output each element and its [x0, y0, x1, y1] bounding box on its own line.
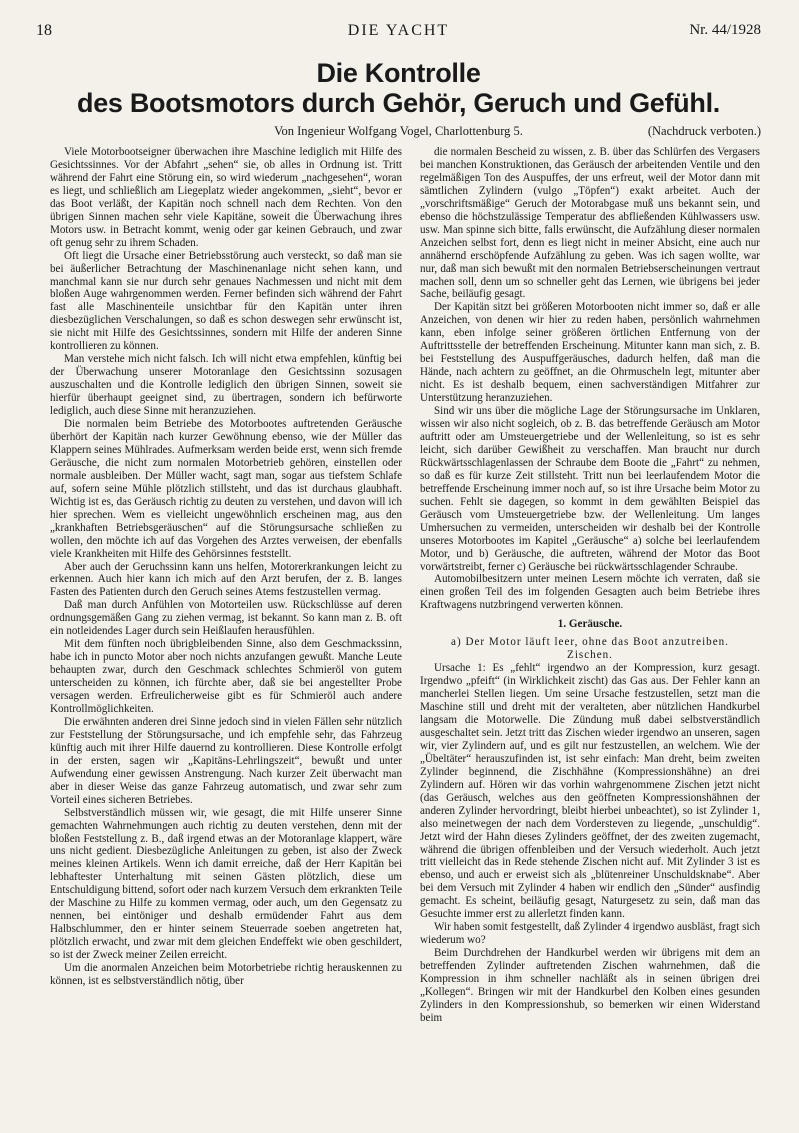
byline-row [36, 124, 761, 142]
paragraph: Um die anormalen Anzeichen beim Motorbetriebe richtig herauskennen zu können, ist es selbstverständlich nötig, über [50, 962, 402, 987]
paragraph: Automobilbesitzern unter meinen Lesern möchte ich verraten, daß sie einen großen Teil des im folgenden Gesagten auch beim Betriebe ihres Kraftwagens nutzbringend verwerten können. [420, 573, 760, 612]
paragraph: Oft liegt die Ursache einer Betriebsstörung auch versteckt, so daß man sie bei äußerlicher Betrachtung der Maschinenanlage nicht sehen kann, und manchmal kann sie nur durch sehr genaues Nachmessen und nicht mit dem bloßen Auge wahrgenommen werden. Ferner befinden sich während der Fahrt fast alle Maschinenteile unsichtbar für den Kapitän unter ihren diesbezüglichen Verschalungen, so daß es schon deswegen sehr erwünscht ist, sie nicht mit Hilfe des Gesichtssinnes, sondern mit Hilfe der anderen Sinne kontrollieren zu können. [50, 249, 402, 353]
right-column-top [420, 146, 760, 612]
paragraph: Beim Durchdrehen der Handkurbel werden wir übrigens mit dem an betreffenden Zylinder auftretenden Zischen wahrnehmen, daß die Kompression in ihm schneller nachläßt als in seinen übrigen drei „Kollegen“. Bringen wir mit der Handkurbel den Kolben eines gesunden Zylinders in den Kompressionshub, so bemerken wir einen Widerstand beim [420, 947, 760, 1024]
paragraph: Man verstehe mich nicht falsch. Ich will nicht etwa empfehlen, künftig bei der Überwachung unserer Motoranlage den Gesichtssinn sozusagen auszuschalten und die Kontrolle lediglich den übrigen Sinnen, soweit sie hierfür überhaupt geeignet sind, zu übertragen, sondern ich befürworte lediglich, auch diese Sinne mit heranzuziehen. [50, 353, 402, 418]
article-title [36, 58, 761, 118]
paragraph: Sind wir uns über die mögliche Lage der Störungsursache im Unklaren, wissen wir also nicht sogleich, ob z. B. das betreffende Geräusch am Motor auftritt oder am Umsteuergetriebe und der Wellenleitung, so ist es sehr leicht, sich darüber Gewißheit zu verschaffen. Man braucht nur durch Rückwärtsschlagenlassen der Schraube dem Boote die „Fahrt“ zu nehmen, so daß es für kurze Zeit stillsteht. Tritt nun bei leerlaufendem Motor die betreffende Erscheinung immer noch auf, so ist ihre Ursache beim Motor zu suchen. Fehlt sie dagegen, so kommt in dem gewählten Beispiel das Geräusch vom Umsteuergetriebe bzw. der Wellenleitung. Um langes Umhersuchen zu vermeiden, unterscheiden wir deshalb bei der Kontrolle unseres Motorbootes im Kapitel „Geräusche“ a) solche bei leerlaufendem Motor, und b) Geräusche, die auftreten, während der Motor das Boot vorwärtstreibt, ferner c) Geräusche bei rückwärtsschlagender Schraube. [420, 405, 760, 573]
paragraph: Aber auch der Geruchssinn kann uns helfen, Motorerkrankungen leicht zu erkennen. Auch hier kann ich mich auf den Arzt berufen, der z. B. langes Fasten des Patienten durch den Geruch seines Atems festzustellen vermag. [50, 560, 402, 599]
section-heading: 1. Geräusche. [557, 618, 623, 631]
title-line-2: des Bootsmotors durch Gehör, Geruch und Gefühl. [77, 88, 720, 118]
subheading: a) Der Motor läuft leer, ohne das Boot anzutreiben. [451, 636, 729, 649]
paragraph: Viele Motorbootseigner überwachen ihre Maschine lediglich mit Hilfe des Gesichtssinnes. Vor der Abfahrt „sehen“ sie, ob alles in Ordnung ist. Tritt während der Fahrt eine Störung ein, so wird wiederum „nachgesehen“, woran es liegt, und schließlich am Liegeplatz wieder angekommen, „sieht“, bevor er das Boot verläßt, der Kapitän noch schnell nach dem Rechten. Von den übrigen Sinnen machen sehr viele Kapitäne, soweit die Überwachung ihres Motors usw. in Betracht kommt, wenig oder gar keinen Gebrauch, und zwar oft genug sehr zu ihrem Schaden. [50, 146, 402, 249]
reprint-note: (Nachdruck verboten.) [647, 124, 761, 138]
paragraph: Die normalen beim Betriebe des Motorbootes auftretenden Geräusche überhört der Kapitän nach kurzer Gewöhnung ebenso, wie der Müller das Klappern seines Mühlrades. Aufmerksam werden beide erst, wenn sich fremde Geräusche, die nicht zum normalen Motorbetrieb gehören, einstellen oder normale ausbleiben. Der Müller wacht, sagt man, sogar aus tiefstem Schlafe auf, sofern seine Mühle plötzlich stillsteht, und das ist durchaus glaubhaft. Wichtig ist es, das Geräusch richtig zu deuten zu verstehen, und davon will ich hier sprechen. Wem es vielleicht ungewöhnlich erscheinen mag, aus den „krankhaften Betriebsgeräuschen“ auf die Störungsursache schließen zu wollen, den möchte ich auf das Vorgehen des Arztes verweisen, der ebenfalls viele Krankheiten mit Hilfe des Gehörsinnes feststellt. [50, 418, 402, 560]
magazine-name: DIE YACHT [347, 22, 450, 39]
left-column [50, 146, 402, 988]
paragraph: Selbstverständlich müssen wir, wie gesagt, die mit Hilfe unserer Sinne gemachten Wahrnehmungen auch richtig zu deuten verstehen, denn mit der bloßen Feststellung z. B., daß irgend etwas an der Motoranlage klappert, wäre uns nicht gedient. Diesbezügliche Anleitungen zu geben, ist also der Zweck meines kleinen Artikels. Wenn ich damit erreiche, daß der Herr Kapitän bei lebhaftester Unterhaltung mit seinen Gästen plötzlich, diese um Entschuldigung bittend, sofort oder nach kurzem Versuch dem erkrankten Teile der Maschine zu Hilfe zu kommen vermag, oder auch, um den Gegensatz zu nennen, bei eintöniger und deshalb ermüdender Fahrt aus dem Halbschlummer, den er hinter seinem Steuerrade soeben angetreten hat, plötzlich erwacht, und zwar mit dem gleichen Endeffekt wie oben geschildert, so ist der Zweck meiner Zeilen erreicht. [50, 806, 402, 962]
right-column [420, 146, 760, 1025]
paragraph: Die erwähnten anderen drei Sinne jedoch sind in vielen Fällen sehr nützlich zur Feststellung der Störungsursache, und ich empfehle sehr, das Fahrzeug künftig auch mit ihrer Hilfe dauernd zu kontrollieren. Diese Kontrolle erfolgt in der ersten, sagen wir „Kapitäns-Lehrlingszeit“, bewußt und unter Aufwendung einer gewissen Anstrengung. Nach kurzer Zeit überwacht man aber in dieser Weise das ganze Fahrzeug automatisch, und zwar sehr zum Vorteil eines sicheren Betriebes. [50, 715, 402, 806]
paragraph: die normalen Bescheid zu wissen, z. B. über das Schlürfen des Vergasers bei manchen Konstruktionen, das Geräusch der arbeitenden Ventile und den regelmäßigen Ton des Auspuffes, der uns erfreut, weil der Motor dann mit sämtlichen Zylindern (vulgo „Töpfen“) exakt arbeitet. Auch der „vorschriftsmäßige“ Geruch der Motorabgase muß uns bekannt sein, und ebenso die höchstzulässige Temperatur des abfließenden Kühlwassers usw. usw. Man spinne sich bitte, falls erwünscht, die Aufzählung dieser normalen Anzeichen selbst fort, denn es liegt nicht in meiner Absicht, eine auch nur annähernd erschöpfende Aufzählung zu geben. Was ich sagen wollte, war nur, daß man sich bewußt mit den normalen Betriebserscheinungen vertraut machen soll, denn um so schneller geht das Lernen, wie übrigens bei jeder Sache, beiläufig gesagt. [420, 146, 760, 301]
issue-number: Nr. 44/1928 [689, 22, 761, 38]
paragraph: Wir haben somit festgestellt, daß Zylinder 4 irgendwo ausbläst, fragt sich wiederum wo? [420, 921, 760, 947]
paragraph: Mit dem fünften noch übrigbleibenden Sinne, also dem Geschmackssinn, habe ich in puncto Motor aber noch nichts anzufangen gewußt. Manche Leute behaupten zwar, durch den Geschmack schlechtes Schmieröl von gutem unterscheiden zu können, ich fürchte aber, daß sie bei angestellter Probe versagen werden. Erfreulicherweise gibt es für Schmieröl auch andere Kontrollmöglichkeiten. [50, 638, 402, 715]
page-header [36, 22, 761, 42]
paragraph: Der Kapitän sitzt bei größeren Motorbooten nicht immer so, daß er alle Anzeichen, von denen wir hier zu reden haben, persönlich wahrnehmen kann, eben infolge seiner größeren örtlichen Entfernung von der Auftrittsstelle der betreffenden Erscheinung. Mitunter kann man sich, z. B. bei Feststellung des Auspuffgeräusches, dadurch helfen, daß man die Hände, nach achtern zu geöffnet, an die Ohrmuscheln legt, mitunter aber nicht. Es ist deshalb bequem, einen sachverständigen Mitfahrer zur Unterstützung heranzuziehen. [420, 301, 760, 405]
author-byline: Von Ingenieur Wolfgang Vogel, Charlottenburg 5. [274, 124, 523, 138]
paragraph: Ursache 1: Es „fehlt“ irgendwo an der Kompression, kurz gesagt. Irgendwo „pfeift“ (in Wirklichkeit zischt) das Gas aus. Der Fehler kann an mancherlei Stellen liegen. Um seine Ursache festzustellen, setzt man die Maschine still und dreht mit der veralteten, aber nützlichen Handkurbel langsam die Motorwelle. Die Zündung muß dabei selbstverständlich ausgeschaltet sein. Jetzt tritt das Zischen wieder irgendwo an unseren, sagen wir, vier Zylindern auf, und es gilt nur festzustellen, an welchem. Wie der „Übeltäter“ herauszufinden ist, ist sehr einfach: Man dreht, beim zweiten Zylinder beginnend, die Zischhähne (Kompressionshähne) an drei Zylindern auf. Hören wir das vorhin wahrgenommene Zischen jetzt nicht (das Geräusch, welches aus den geöffneten Kompressionshähnen der anderen Zylinder hervordringt, bleibt hierbei unbeachtet), so ist Zylinder 1, also meinetwegen der nach dem Vordersteven zu liegende, „unschuldig“. Jetzt wird der Hahn dieses Zylinders geöffnet, der des zweiten zugemacht, während die übrigen offenbleiben und der Versuch wiederholt. Auch jetzt tritt vielleicht das in Rede stehende Zischen nicht auf. Mit Zylinder 3 ist es ebenso, und auch er erweist sich als „blütenreiner Unschuldsknabe“. Aber bei dem Versuch mit Zylinder 4 haben wir endlich den „Sünder“ ausfindig gemacht. Es scheint, beiläufig gesagt, Naturgesetz zu sein, daß man das Gesuchte immer erst zu allerletzt finden kann. [420, 662, 760, 921]
paragraph: Daß man durch Anfühlen von Motorteilen usw. Rückschlüsse auf deren ordnungsgemäßen Gang zu ziehen vermag, ist bekannt. So kann man z. B. oft ein notleidendes Lager durch sein Heißlaufen herausfühlen. [50, 599, 402, 638]
subsubheading: Zischen. [567, 649, 613, 662]
page-number: 18 [36, 22, 52, 39]
title-line-1: Die Kontrolle [316, 58, 481, 88]
right-column-bottom [420, 662, 760, 1025]
